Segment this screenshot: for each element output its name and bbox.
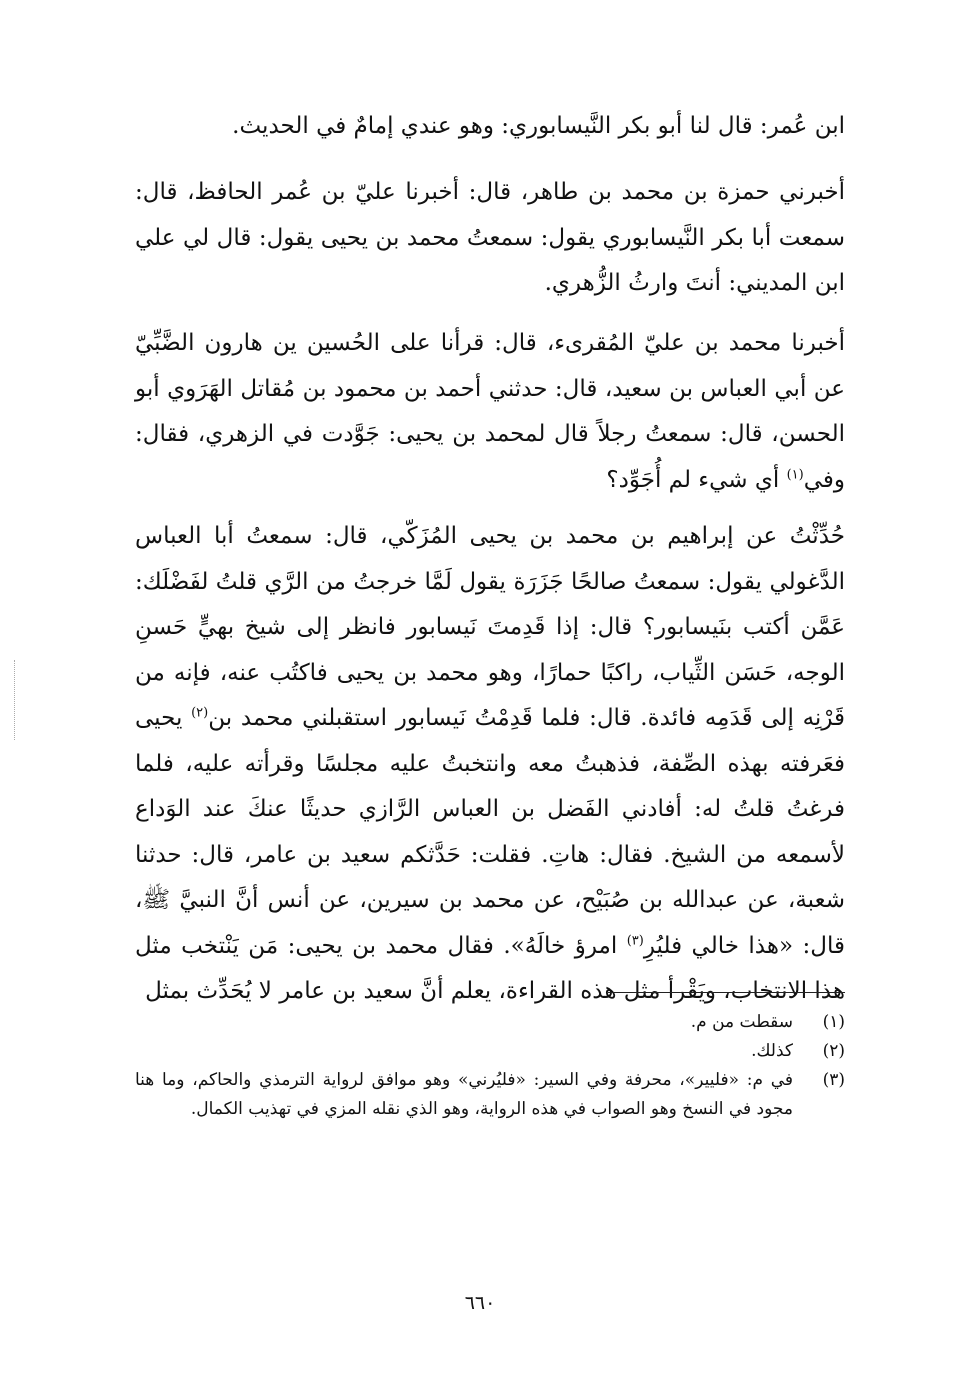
footnote-text: كذلك. bbox=[751, 1041, 793, 1061]
paragraph-text-part: أي شيء لم أُجَوِّد؟ bbox=[606, 466, 780, 493]
scan-margin-mark bbox=[14, 660, 15, 740]
paragraph-2 bbox=[135, 170, 845, 307]
paragraph-text-part: حُدِّثْتُ عن إبراهيم بن محمد بن يحيى المُزَكّي، قال: سمعتُ أبا العباس الدَّغولي يقول: سمعتُ صالحًا جَزَرَة يقول لَمَّا خرجتُ من الرَّي قلتُ لفَضْلَك: عَمَّن أكتب بنَيسابور؟ قال: إذا قَدِمتَ نَيسابور فانظر إلى شيخ بهيٍّ حَسنِ الوجه، حَسَن الثِّياب، راكبًا حمارًا، وهو محمد بن يحيى فاكتُب عنه، فإنه من قَرْنِه إلى قَدَمِه فائدة. قال: فلما قَدِمْتُ نَيسابور استقبلني محمد بن bbox=[135, 523, 846, 731]
footnote-text: في م: «فليير»، محرفة وفي السير: «فليُرني» وهو موافق لرواية الترمذي والحاكم، وما هنا مجود في النسخ وهو الصواب في هذه الرواية، وهو الذي نقله المزي في تهذيب الكمال. bbox=[135, 1070, 793, 1119]
paragraph-text: ابن عُمر: قال لنا أبو بكر النَّيسابوري: وهو عندي إمامٌ في الحديث. bbox=[232, 113, 845, 139]
footnote-text: سقطت من م. bbox=[690, 1012, 793, 1032]
paragraph-text-part: يحيى فعَرفته بهذه الصِّفة، فذهبتُ معه وانتخبتُ عليه مجلسًا وقرأته عليه، فلما فرغتُ قلتُ له: أفادني الفَضل بن العباس الرَّازي حديثًا عنكَ عند الوَداع لأسمعه من الشيخ. فقال: هاتِ. فقلت: حَدَّثكم سعيد بن عامر، قال: حدثنا شعبة، عن عبدالله بن صُبَيْح، عن محمد بن سيرين، عن أنس أنَّ النبيَّ ﷺ، قال: «هذا خالي فليُرِ bbox=[135, 705, 846, 959]
paragraph-4 bbox=[135, 514, 845, 1015]
page-number: ٦٦٠ bbox=[464, 1292, 496, 1314]
paragraph-1 bbox=[135, 104, 845, 150]
footnote-number: (١) bbox=[822, 1012, 845, 1032]
footnote-number: (٣) bbox=[822, 1070, 845, 1090]
paragraph-3 bbox=[135, 321, 845, 503]
footnote-number: (٢) bbox=[822, 1041, 845, 1061]
paragraph-text: أخبرني حمزة بن محمد بن طاهر، قال: أخبرنا عليّ بن عُمر الحافظ، قال: سمعت أبا بكر النَّيسابوري يقول: سمعتُ محمد بن يحيى يقول: قال لي علي ابن المديني: أنتَ وارثُ الزُّهري. bbox=[135, 179, 845, 296]
footnote-ref-3: (٣) bbox=[626, 932, 644, 948]
footnote-ref-2: (٢) bbox=[191, 705, 209, 721]
paragraph-text-part: امرؤ خالَهُ». فقال محمد بن يحيى: مَن يَنْتخب مثل هذا الانتخاب، ويَقْرأ مثل هذه القراءة، يعلم أنَّ سعيد بن عامر لا يُحَدِّث بمثل bbox=[135, 932, 845, 1004]
paragraph-text-part: أخبرنا محمد بن عليّ المُقرىء، قال: قرأنا على الحُسين ين هارون الضَّبِّيّ عن أبي العباس بن سعيد، قال: حدثني أحمد بن محمود بن مُقاتل الهَرَوي أبو الحسن، قال: سمعتُ رجلاً قال لمحمد بن يحيى: جَوَّدت في الزهري، فقال: وفي bbox=[135, 330, 845, 493]
footnotes bbox=[135, 1008, 845, 1124]
footnote-divider bbox=[608, 992, 845, 993]
footnote-3 bbox=[135, 1066, 845, 1124]
paragraph-text bbox=[135, 321, 845, 503]
paragraph-text bbox=[135, 514, 845, 1015]
footnote-ref-1: (١) bbox=[786, 466, 804, 482]
footnote-2 bbox=[135, 1037, 845, 1066]
footnote-1 bbox=[135, 1008, 845, 1037]
